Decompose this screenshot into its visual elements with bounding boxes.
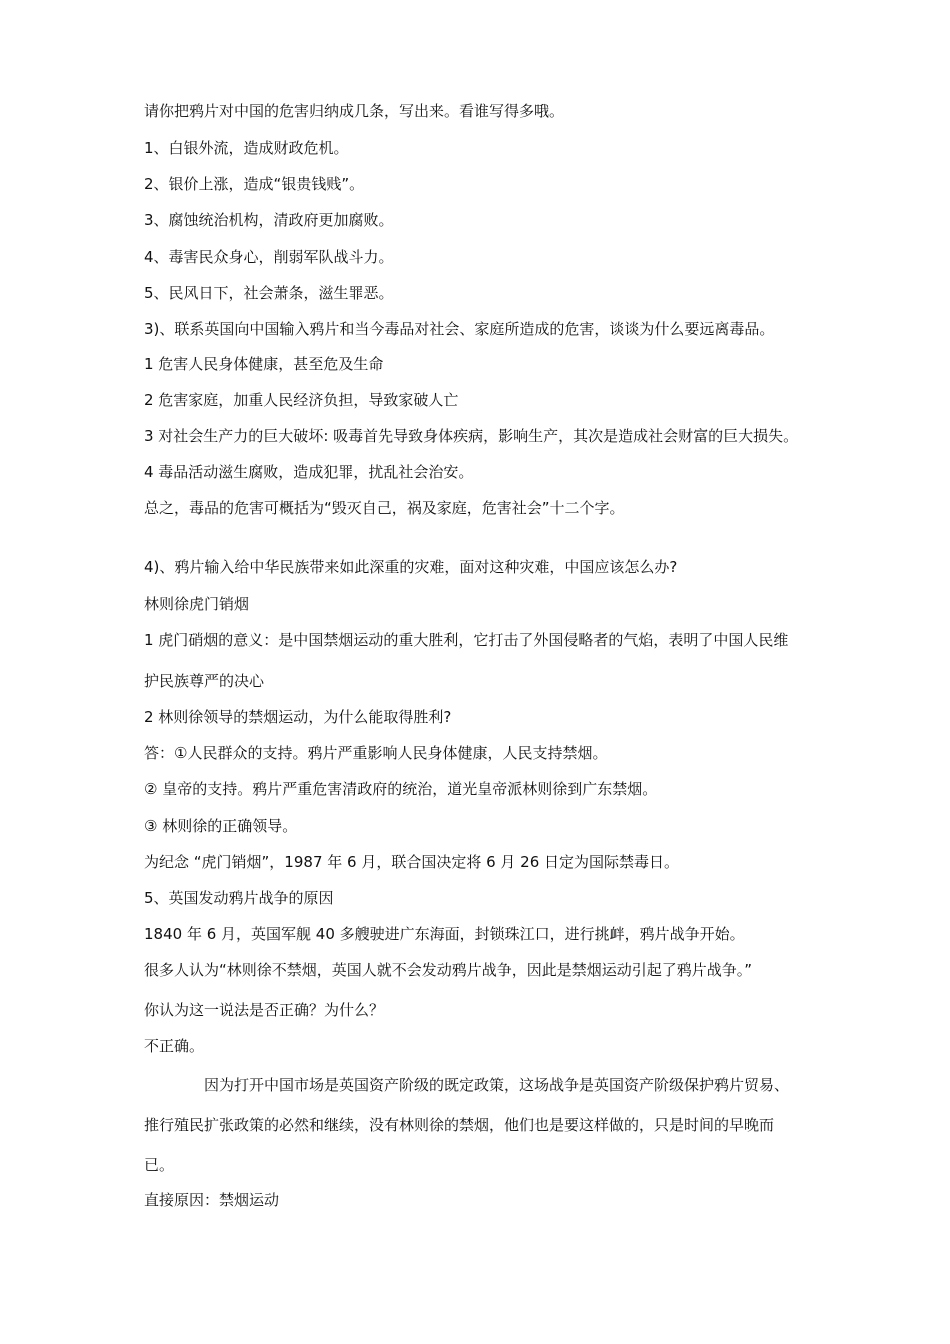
answer-reason-1: 答：①人民群众的支持。鸦片严重影响人民身体健康，人民支持禁烟。 xyxy=(144,744,608,762)
direct-cause-line: 直接原因：禁烟运动 xyxy=(144,1191,280,1209)
answer-reason-2: ② 皇帝的支持。鸦片严重危害清政府的统治，道光皇帝派林则徐到广东禁烟。 xyxy=(144,780,658,798)
answer-item-3: 3、腐蚀统治机构，清政府更加腐败。 xyxy=(144,211,394,229)
opinion-line: 很多人认为“林则徐不禁烟，英国人就不会发动鸦片战争，因此是禁烟运动引起了鸦片战争。” xyxy=(144,961,753,979)
answer-item-4: 4、毒害民众身心，削弱军队战斗力。 xyxy=(144,248,394,266)
harm-item-2: 2 危害家庭，加重人民经济负担，导致家破人亡 xyxy=(144,391,459,409)
explanation-line-2: 推行殖民扩张政策的必然和继续，没有林则徐的禁烟，他们也是要这样做的，只是时间的早晚而 xyxy=(144,1116,775,1134)
answer-short: 不正确。 xyxy=(144,1037,205,1055)
history-line: 1840 年 6 月，英国军舰 40 多艘驶进广东海面，封锁珠江口，进行挑衅，鸦片战争开始。 xyxy=(144,925,745,943)
question-line-4: 2 林则徐领导的禁烟运动，为什么能取得胜利? xyxy=(144,708,452,726)
answer-reason-3: ③ 林则徐的正确领导。 xyxy=(144,817,298,835)
question-line-5: 5、英国发动鸦片战争的原因 xyxy=(144,889,334,907)
harm-summary: 总之，毒品的危害可概括为“毁灭自己，祸及家庭，危害社会”十二个字。 xyxy=(144,499,625,517)
harm-item-1: 1 危害人民身体健康，甚至危及生命 xyxy=(144,355,384,373)
harm-item-4: 4 毒品活动滋生腐败，造成犯罪，扰乱社会治安。 xyxy=(144,463,474,481)
significance-line-1: 1 虎门硝烟的意义：是中国禁烟运动的重大胜利，它打击了外国侵略者的气焰，表明了中国人民维 xyxy=(144,631,789,649)
question-line-6: 你认为这一说法是否正确？为什么？ xyxy=(144,1001,385,1019)
question-line-1: 请你把鸦片对中国的危害归纳成几条，写出来。看谁写得多哦。 xyxy=(144,102,565,120)
explanation-line-3: 已。 xyxy=(144,1156,175,1174)
answer-item-1: 1、白银外流，造成财政危机。 xyxy=(144,139,349,157)
commemoration-line: 为纪念 “虎门销烟”，1987 年 6 月，联合国决定将 6 月 26 日定为国际禁毒日。 xyxy=(144,853,680,871)
question-line-2: 3)、联系英国向中国输入鸦片和当今毒品对社会、家庭所造成的危害，谈谈为什么要远离毒品。 xyxy=(144,320,775,338)
significance-line-2: 护民族尊严的决心 xyxy=(144,672,265,690)
answer-item-2: 2、银价上涨，造成“银贵钱贱”。 xyxy=(144,175,365,193)
answer-item-5: 5、民风日下，社会萧条，滋生罪恶。 xyxy=(144,284,394,302)
harm-item-3: 3 对社会生产力的巨大破坏: 吸毒首先导致身体疾病，影响生产，其次是造成社会财富的巨大损失。 xyxy=(144,427,799,445)
section-heading: 林则徐虎门销烟 xyxy=(144,595,250,613)
explanation-line-1: 因为打开中国市场是英国资产阶级的既定政策，这场战争是英国资产阶级保护鸦片贸易、 xyxy=(204,1076,790,1094)
question-line-3: 4)、鸦片输入给中华民族带来如此深重的灾难，面对这种灾难，中国应该怎么办? xyxy=(144,558,678,576)
